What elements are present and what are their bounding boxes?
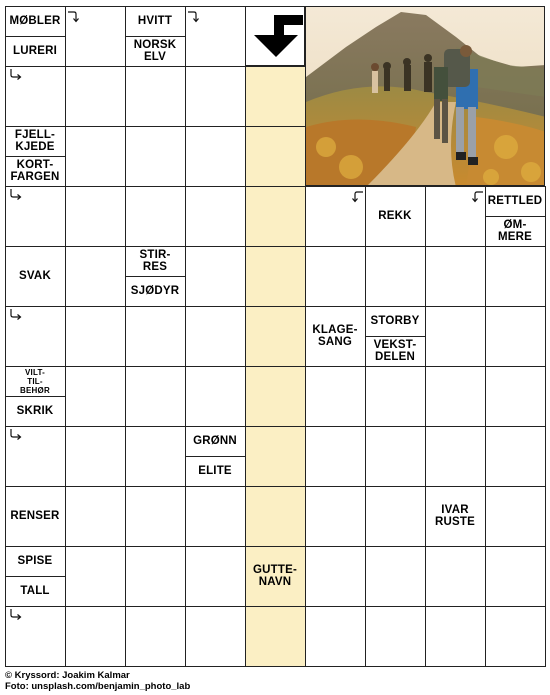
clue-storby: STORBY	[370, 315, 420, 327]
answer-cell[interactable]	[365, 366, 426, 427]
answer-cell[interactable]	[65, 366, 126, 427]
solution-cell[interactable]	[245, 126, 306, 187]
direction-arrow-icon	[8, 308, 22, 322]
direction-arrow-icon	[8, 428, 22, 442]
answer-cell[interactable]	[185, 126, 246, 187]
answer-cell[interactable]	[185, 606, 246, 667]
clue-renser: RENSER	[10, 510, 60, 522]
answer-cell[interactable]	[65, 246, 126, 307]
answer-cell[interactable]	[125, 306, 186, 367]
answer-cell[interactable]	[125, 126, 186, 187]
answer-cell[interactable]	[65, 126, 126, 187]
answer-cell[interactable]	[305, 606, 366, 667]
direction-arrow-icon	[187, 9, 201, 23]
clue-sjodyr: SJØDYR	[130, 285, 180, 297]
clue-klagesang: KLAGE- SANG	[312, 324, 358, 348]
answer-cell[interactable]	[125, 546, 186, 607]
answer-cell[interactable]	[185, 546, 246, 607]
solution-cell[interactable]	[245, 426, 306, 487]
answer-cell[interactable]	[185, 246, 246, 307]
answer-cell[interactable]	[485, 306, 546, 367]
clue-spise: SPISE	[17, 555, 53, 567]
crossword-grid	[5, 6, 545, 666]
answer-cell[interactable]	[365, 486, 426, 547]
clue-rekk: REKK	[378, 210, 412, 222]
credit-crossword: © Kryssord: Joakim Kalmar	[5, 670, 130, 681]
clue-guttenavn: GUTTE- NAVN	[253, 564, 297, 588]
answer-cell[interactable]	[125, 186, 186, 247]
direction-arrow-icon	[470, 189, 484, 203]
answer-cell[interactable]	[485, 426, 546, 487]
clue-skrik: SKRIK	[16, 405, 54, 417]
answer-cell[interactable]	[185, 186, 246, 247]
answer-cell[interactable]	[425, 246, 486, 307]
answer-cell[interactable]	[305, 426, 366, 487]
answer-cell[interactable]	[185, 66, 246, 127]
answer-cell[interactable]	[485, 246, 546, 307]
answer-cell[interactable]	[65, 486, 126, 547]
answer-cell[interactable]	[485, 366, 546, 427]
answer-cell[interactable]	[185, 486, 246, 547]
clue-vekstdelen: VEKST- DELEN	[373, 339, 417, 363]
answer-cell[interactable]	[485, 486, 546, 547]
direction-arrow-icon	[8, 68, 22, 82]
clue-ommere: ØM- MERE	[497, 219, 533, 243]
direction-arrow-icon	[67, 9, 81, 23]
answer-cell[interactable]	[305, 546, 366, 607]
answer-cell[interactable]	[425, 606, 486, 667]
answer-cell[interactable]	[65, 546, 126, 607]
direction-arrow-icon	[350, 189, 364, 203]
clue-lureri: LURERI	[12, 45, 57, 57]
answer-cell[interactable]	[425, 366, 486, 427]
answer-cell[interactable]	[305, 486, 366, 547]
solution-arrow-cell	[245, 6, 305, 66]
answer-cell[interactable]	[485, 606, 546, 667]
clue-elite: ELITE	[198, 465, 232, 477]
answer-cell[interactable]	[65, 66, 126, 127]
clue-gronn: GRØNN	[193, 435, 237, 447]
answer-cell[interactable]	[425, 426, 486, 487]
answer-cell[interactable]	[65, 426, 126, 487]
solution-cell[interactable]	[245, 486, 306, 547]
answer-cell[interactable]	[365, 606, 426, 667]
clue-mobler: MØBLER	[9, 15, 61, 27]
clue-fjellkjede: FJELL- KJEDE	[14, 129, 56, 153]
credit-photo: Foto: unsplash.com/benjamin_photo_lab	[5, 681, 191, 692]
answer-cell[interactable]	[305, 366, 366, 427]
hikers-on-mountain-trail-photo	[305, 6, 545, 186]
clue-kortfargen: KORT- FARGEN	[10, 159, 60, 183]
clue-vilttilbehor: VILT- TIL- BEHØR	[20, 367, 50, 395]
solution-cell[interactable]	[245, 366, 306, 427]
solution-arrow-icon	[246, 7, 306, 67]
answer-cell[interactable]	[185, 366, 246, 427]
clue-stirres: STIR- RES	[139, 249, 171, 273]
clue-svak: SVAK	[19, 270, 51, 282]
answer-cell[interactable]	[65, 606, 126, 667]
answer-cell[interactable]	[365, 246, 426, 307]
direction-arrow-icon	[8, 188, 22, 202]
answer-cell[interactable]	[425, 546, 486, 607]
answer-cell[interactable]	[125, 366, 186, 427]
answer-cell[interactable]	[65, 186, 126, 247]
clue-ivar-ruste: IVAR RUSTE	[435, 504, 475, 528]
clue-rettled: RETTLED	[487, 195, 543, 207]
answer-cell[interactable]	[365, 546, 426, 607]
solution-cell[interactable]	[245, 606, 306, 667]
answer-cell[interactable]	[125, 426, 186, 487]
answer-cell[interactable]	[305, 246, 366, 307]
answer-cell[interactable]	[425, 306, 486, 367]
clue-norsk-elv: NORSK ELV	[133, 39, 177, 63]
answer-cell[interactable]	[125, 606, 186, 667]
solution-cell[interactable]	[245, 246, 306, 307]
clue-hvitt: HVITT	[137, 15, 173, 27]
answer-cell[interactable]	[125, 486, 186, 547]
credits	[5, 670, 190, 692]
direction-arrow-icon	[8, 608, 22, 622]
answer-cell[interactable]	[185, 306, 246, 367]
answer-cell[interactable]	[485, 546, 546, 607]
clue-tall: TALL	[20, 585, 50, 597]
answer-cell[interactable]	[125, 66, 186, 127]
solution-cell[interactable]	[245, 186, 306, 247]
solution-cell[interactable]	[245, 306, 306, 367]
answer-cell[interactable]	[365, 426, 426, 487]
solution-cell[interactable]	[245, 66, 306, 127]
answer-cell[interactable]	[65, 306, 126, 367]
